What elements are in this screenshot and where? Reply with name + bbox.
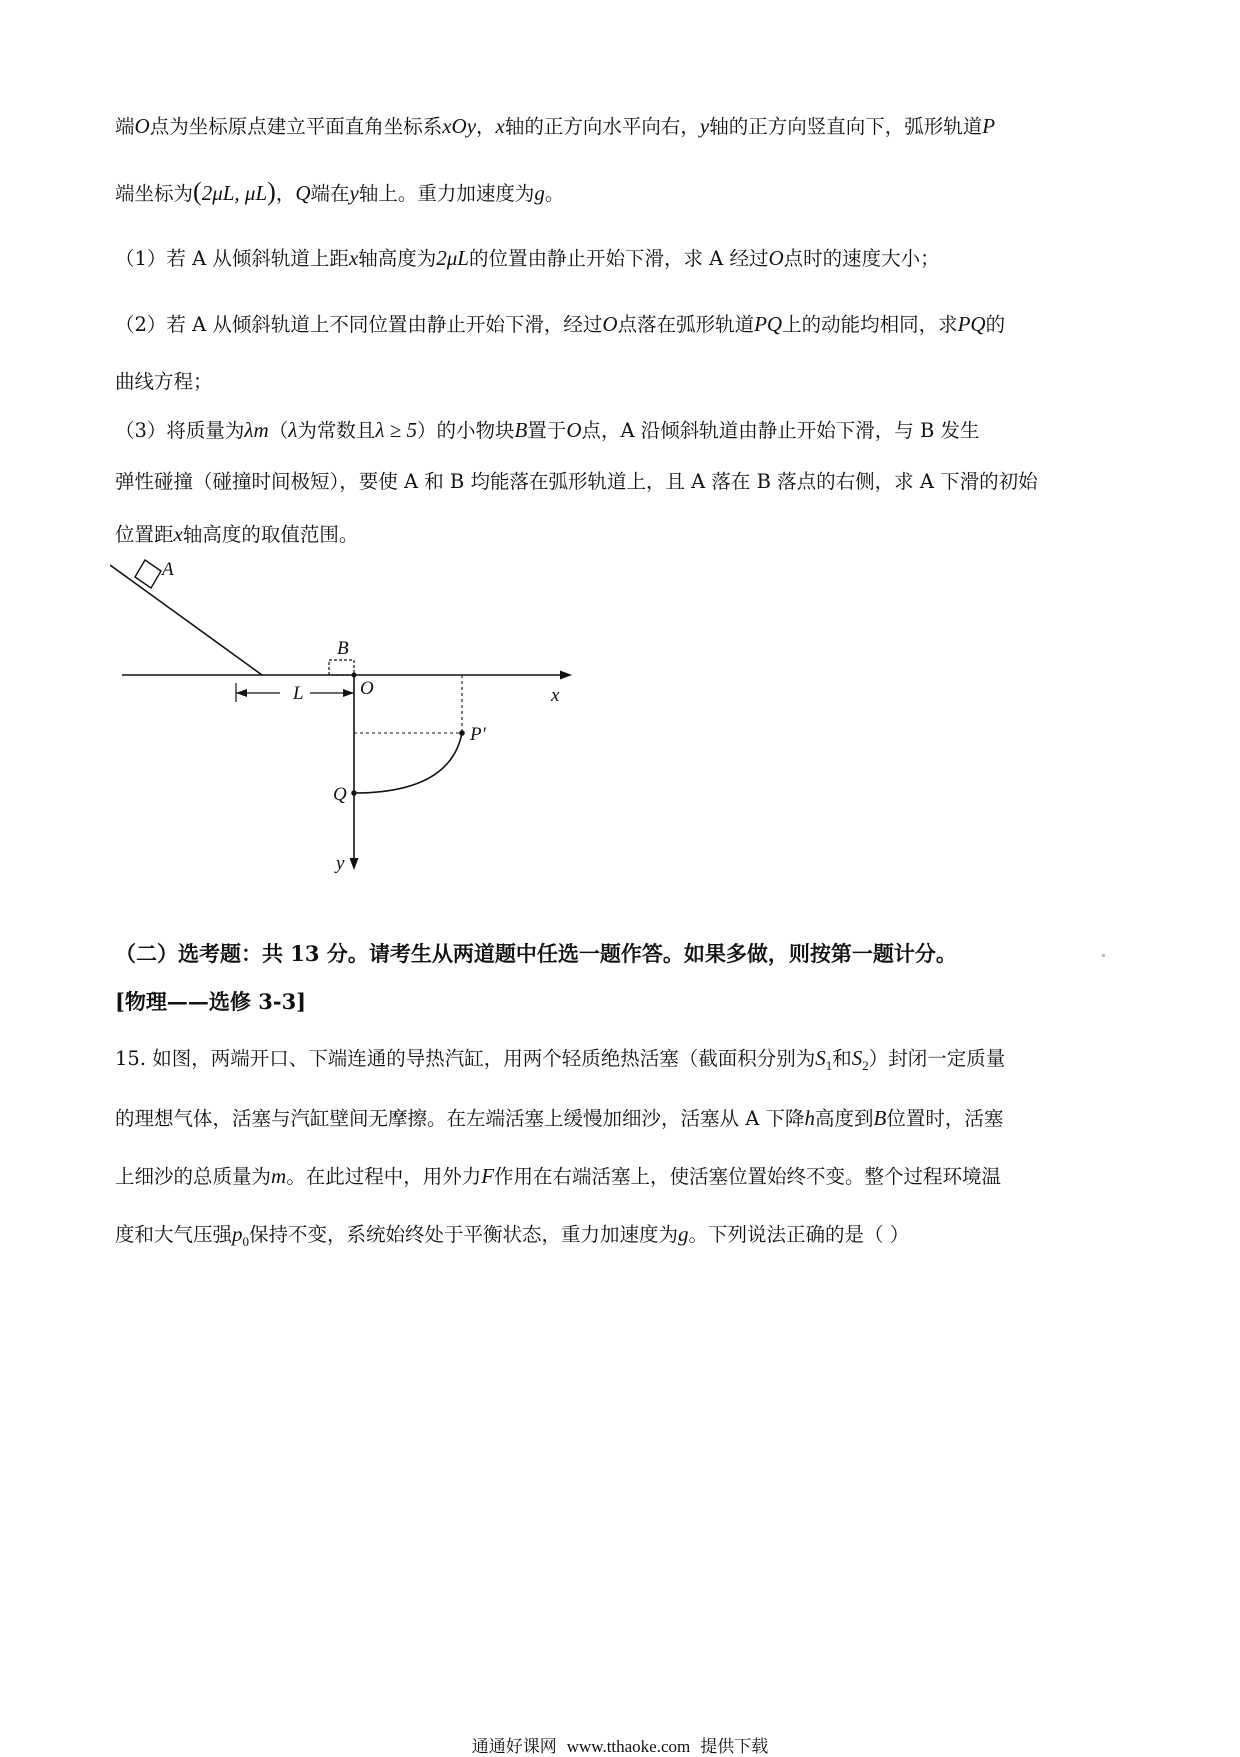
- footer-url[interactable]: www.tthaoke.com: [566, 1737, 691, 1756]
- page-footer: [0, 1732, 1240, 1757]
- block-B: [329, 660, 354, 675]
- var-B: B: [873, 1106, 887, 1130]
- point-Q-dot: [351, 790, 357, 796]
- label-B: B: [337, 638, 349, 659]
- var-S2: S: [851, 1046, 863, 1070]
- coord-P: 2μL, μL: [201, 181, 268, 205]
- y-axis-arrow: [350, 858, 359, 870]
- label-x: x: [551, 685, 560, 706]
- L-arrow-right: [343, 689, 354, 697]
- lambda-condition: λ ≥ 5: [375, 418, 417, 442]
- var-y: y: [699, 114, 710, 138]
- var-h: h: [804, 1106, 815, 1130]
- track-diagram: [110, 558, 590, 878]
- q14-part-3-line-3: 位置距x轴高度的取值范围。: [115, 522, 359, 546]
- arc-track-PQ: [354, 733, 462, 793]
- label-L: L: [293, 683, 304, 704]
- section-title: （二）选考题：共 13 分。请考生从两道题中任选一题作答。如果多做，则按第一题计分。: [115, 941, 957, 966]
- var-Q: Q: [295, 181, 311, 205]
- var-p0: p: [232, 1222, 243, 1246]
- var-x: x: [495, 114, 505, 138]
- var-P: P: [982, 114, 996, 138]
- q15-line-3: 上细沙的总质量为m。在此过程中，用外力F作用在右端活塞上，使活塞位置始终不变。整个过程环境温: [115, 1164, 1002, 1188]
- q14-part-3-line-2: 弹性碰撞（碰撞时间极短），要使 A 和 B 均能落在弧形轨道上，且 A 落在 B 落点的右侧，求 A 下滑的初始: [115, 470, 1038, 493]
- q14-line-1: 端O点为坐标原点建立平面直角坐标系xOy，x轴的正方向水平向右，y轴的正方向竖直向下，弧形轨道P: [115, 114, 996, 138]
- mass-lambda-m: λm: [244, 418, 269, 442]
- q15-line-2: 的理想气体，活塞与汽缸壁间无摩擦。在左端活塞上缓慢加细沙，活塞从 A 下降h高度到B位置时，活塞: [115, 1106, 1004, 1130]
- label-A: A: [162, 559, 174, 580]
- label-P: P′: [470, 724, 486, 745]
- q14-part-1: （1）若 A 从倾斜轨道上距x轴高度为2μL的位置由静止开始下滑，求 A 经过O点时的速度大小；: [115, 246, 940, 270]
- height-2muL: 2μL: [436, 246, 469, 270]
- module-title: [物理——选修 3-3]: [115, 989, 307, 1014]
- q15-line-4: 度和大气压强$p_0$保持不变，系统始终处于平衡状态，重力加速度为g。下列说法正确的是（ ）: [115, 1222, 910, 1249]
- point-P-dot: [459, 730, 465, 736]
- footer-site: 通通好课网: [471, 1737, 557, 1757]
- var-F: F: [481, 1164, 495, 1188]
- var-S1: S: [815, 1046, 826, 1070]
- speck: [1102, 954, 1105, 957]
- inclined-track: [110, 565, 262, 675]
- q14-line-2: 端坐标为(2μL, μL)，Q端在y轴上。重力加速度为g。: [115, 177, 565, 206]
- q14-part-2: （2）若 A 从倾斜轨道上不同位置由静止开始下滑，经过O点落在弧形轨道PQ上的动能均相同，求PQ的: [115, 312, 1006, 336]
- var-g: g: [534, 181, 545, 205]
- var-O: O: [134, 114, 150, 138]
- q14-part-2-cont: 曲线方程；: [115, 370, 213, 393]
- q14-part-3: （3）将质量为λm（λ为常数且λ ≥ 5）的小物块B置于O点，A 沿倾斜轨道由静止开始下滑，与 B 发生: [115, 418, 980, 442]
- footer-tail: 提供下载: [700, 1737, 769, 1757]
- var-m: m: [271, 1164, 287, 1188]
- var-xOy: xOy: [442, 114, 477, 138]
- x-axis-arrow: [560, 671, 572, 680]
- label-O: O: [360, 678, 374, 699]
- label-y: y: [336, 853, 345, 874]
- label-Q: Q: [333, 784, 347, 805]
- L-arrow-left: [236, 689, 247, 697]
- q15-line-1: 15. 如图，两端开口、下端连通的导热汽缸，用两个轻质绝热活塞（截面积分别为$S_1$和$S_2$）封闭一定质量: [115, 1046, 1006, 1073]
- block-A: [135, 560, 161, 588]
